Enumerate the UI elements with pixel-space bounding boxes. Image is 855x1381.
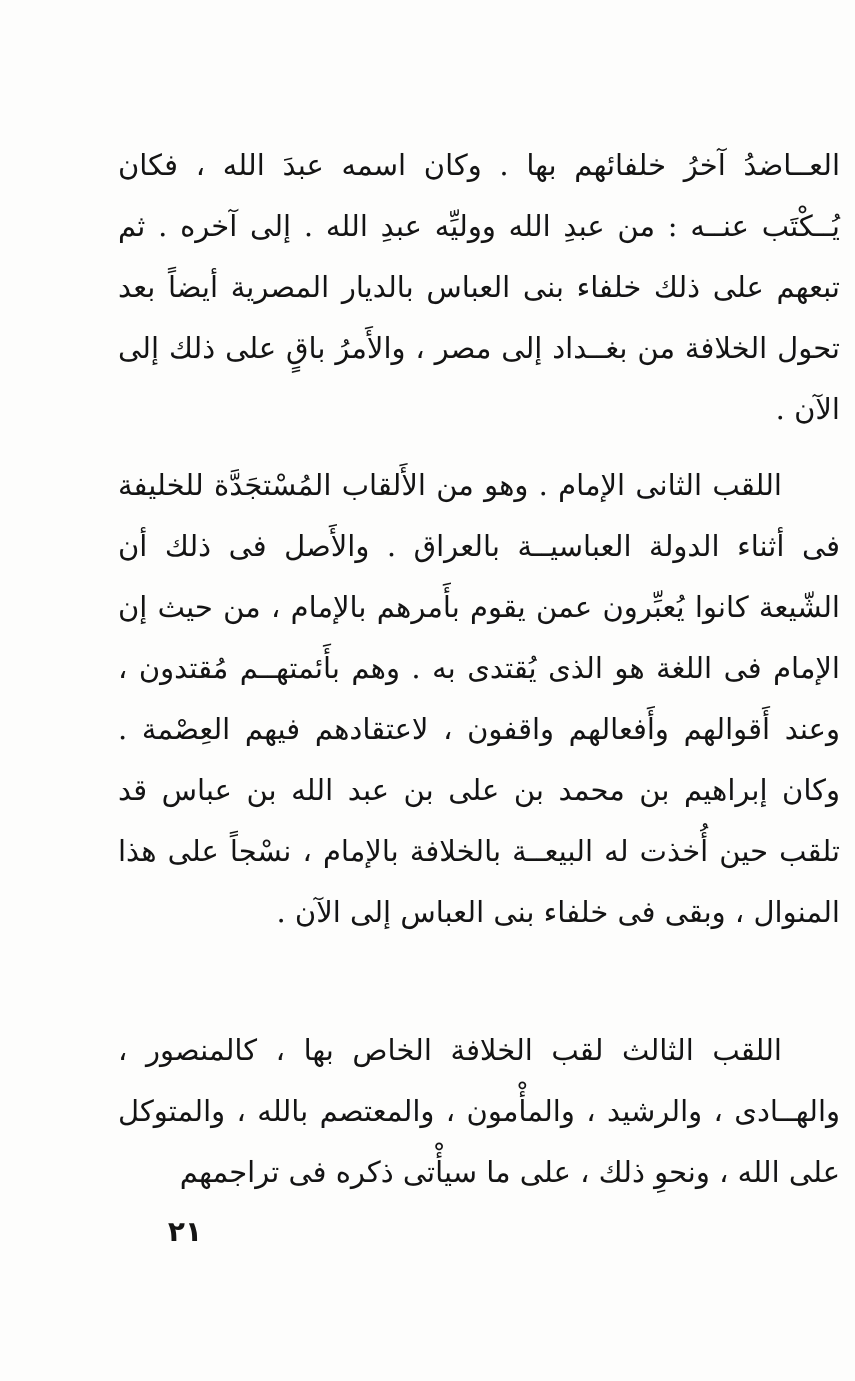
- paragraph-3: اللقب الثالث لقب الخلافة الخاص بها ، كالمنصور ، والهــادى ، والرشيد ، والمأْمون ، والمعتصم بالله ، والمتوكل على الله ، ونحوِ ذلك ، على ما سيأْتى ذكره فى تراجمهم: [118, 1033, 840, 1189]
- paragraph-1: العــاضدُ آخرُ خلفائهم بها . وكان اسمه عبدَ الله ، فكان يُــكْتَب عنــه : من عبدِ الله ووليِّه عبدِ الله . إلى آخره . ثم تبعهم على ذلك خلفاء بنى العباس بالديار المصرية أيضاً بعد تحول الخلافة من بغــداد إلى مصر ، والأَمرُ باقٍ على ذلك إلى الآن .: [118, 148, 840, 426]
- paragraph-2: اللقب الثانى الإمام . وهو من الأَلقاب المُسْتجَدَّة للخليفة فى أثناء الدولة العباسيــة بالعراق . والأَصل فى ذلك أن الشّيعة كانوا يُعبِّرون عمن يقوم بأَمرهم بالإمام ، من حيث إن الإمام فى اللغة هو الذى يُقتدى به . وهم بأَئمتهــم مُقتدون ، وعند أَقوالهم وأَفعالهم واقفون ، لاعتقادهم فيهم العِصْمة . وكان إبراهيم بن محمد بن على بن عبد الله بن عباس قد تلقب حين أُخذت له البيعــة بالخلافة بالإمام ، نسْجاً على هذا المنوال ، وبقى فى خلفاء بنى العباس إلى الآن .: [118, 468, 840, 929]
- page-number: ٢١: [167, 1215, 203, 1248]
